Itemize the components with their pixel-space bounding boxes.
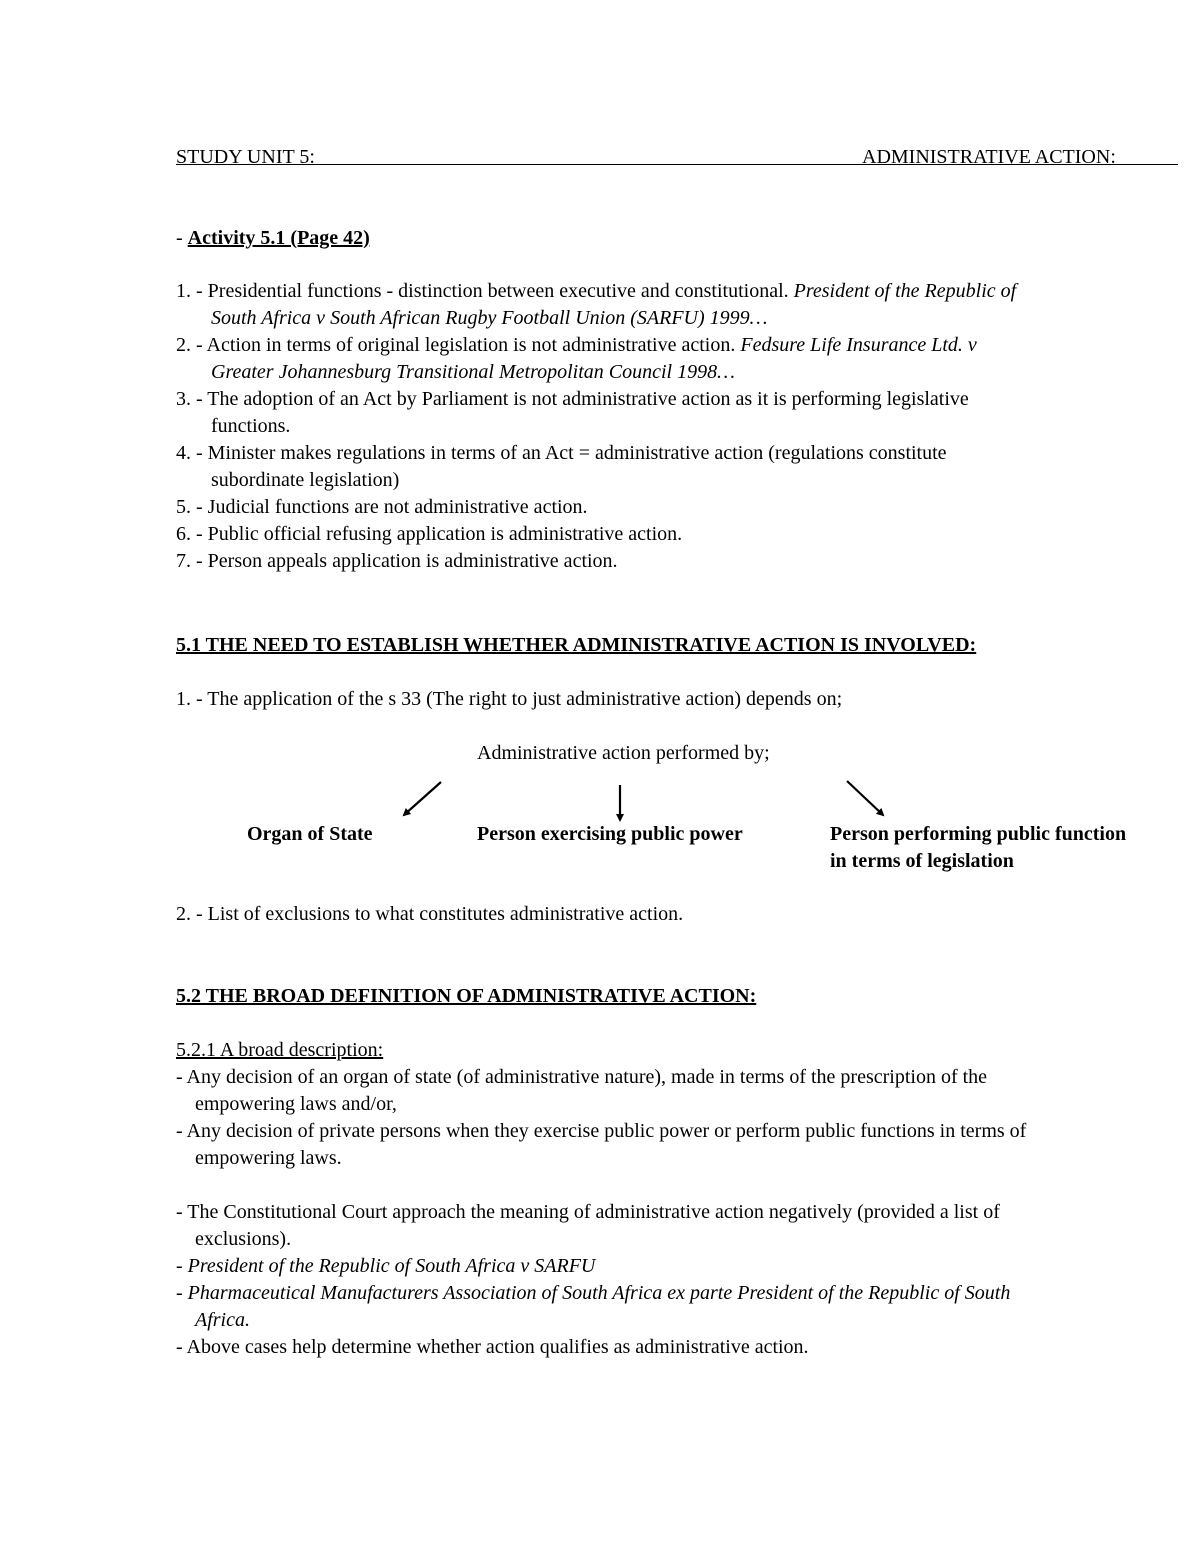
diagram-node-public-power: Person exercising public power — [477, 823, 743, 845]
header-right: ADMINISTRATIVE ACTION: — [862, 146, 1116, 168]
cases-summary: - Above cases help determine whether action qualifies as administrative action. — [176, 1336, 809, 1358]
item-text: - Presidential functions - distinction between executive and constitutional. — [196, 280, 794, 302]
item-number: 6. — [176, 523, 191, 545]
item-number: 4. — [176, 442, 191, 464]
diagram-node-public-function: Person performing public function — [830, 823, 1127, 845]
definition-para-1: - Any decision of an organ of state (of administrative nature), made in terms of the prescription of the — [176, 1066, 988, 1088]
item-text-cont: functions. — [211, 415, 291, 437]
item-number: 7. — [176, 550, 191, 572]
item-text-cont: subordinate legislation) — [211, 469, 400, 491]
item-text: - Public official refusing application is administrative action. — [196, 523, 683, 545]
case-sarfu — [176, 1253, 595, 1280]
item-number: 5. — [176, 496, 191, 518]
item-number: 3. — [176, 388, 191, 410]
section-5-2-heading: 5.2 THE BROAD DEFINITION OF ADMINISTRATIVE ACTION: — [176, 985, 757, 1007]
item-text: - Action in terms of original legislation is not administrative action. — [196, 334, 741, 356]
case-pharmaceutical — [176, 1280, 1010, 1307]
definition-para-2: - Any decision of private persons when they exercise public power or perform public functions in terms of — [176, 1120, 1027, 1142]
court-approach-para: - The Constitutional Court approach the meaning of administrative action negatively (provided a list of — [176, 1201, 1000, 1223]
case-citation: Fedsure Life Insurance Ltd. v — [740, 334, 977, 356]
diagram-root-label: Administrative action performed by; — [477, 742, 770, 764]
case-citation-cont: South Africa v South African Rugby Football Union (SARFU) 1999… — [211, 307, 768, 329]
case-name: President of the Republic of South Africa v SARFU — [187, 1255, 596, 1277]
arrow-left — [404, 782, 441, 815]
item-number: 1. — [176, 280, 191, 302]
case-citation: President of the Republic of — [793, 280, 1017, 302]
definition-para-1-cont: empowering laws and/or, — [195, 1093, 397, 1115]
item-text: - Minister makes regulations in terms of an Act = administrative action (regulations constitute — [196, 442, 947, 464]
section-5-1-heading: 5.1 THE NEED TO ESTABLISH WHETHER ADMINISTRATIVE ACTION IS INVOLVED: — [176, 634, 977, 656]
definition-para-2-cont: empowering laws. — [195, 1147, 342, 1169]
case-dash: - — [176, 1255, 188, 1277]
item-text: - Judicial functions are not administrative action. — [196, 496, 588, 518]
case-dash: - — [176, 1282, 188, 1304]
subsection-5-2-1-heading: 5.2.1 A broad description: — [176, 1039, 384, 1061]
court-approach-para-cont: exclusions). — [195, 1228, 292, 1250]
activity-dash: - — [176, 227, 188, 249]
case-citation-cont: Greater Johannesburg Transitional Metropolitan Council 1998… — [211, 361, 735, 383]
header-left: STUDY UNIT 5: — [176, 146, 315, 168]
section-5-1-item-2: 2. - List of exclusions to what constitutes administrative action. — [176, 903, 684, 925]
activity-title: Activity 5.1 (Page 42) — [187, 227, 370, 249]
item-text: - The adoption of an Act by Parliament is not administrative action as it is performing legislative — [196, 388, 969, 410]
case-pharmaceutical-cont: Africa. — [195, 1309, 250, 1331]
diagram-node-public-function-cont: in terms of legislation — [830, 850, 1014, 872]
section-5-1-item-1: 1. - The application of the s 33 (The right to just administrative action) depends on; — [176, 688, 843, 710]
arrow-right — [847, 781, 883, 815]
case-name: Pharmaceutical Manufacturers Association of South Africa ex parte President of the Republic of South — [187, 1282, 1011, 1304]
item-text: - Person appeals application is administrative action. — [196, 550, 618, 572]
diagram-node-organ-of-state: Organ of State — [247, 823, 373, 845]
item-number: 2. — [176, 334, 191, 356]
